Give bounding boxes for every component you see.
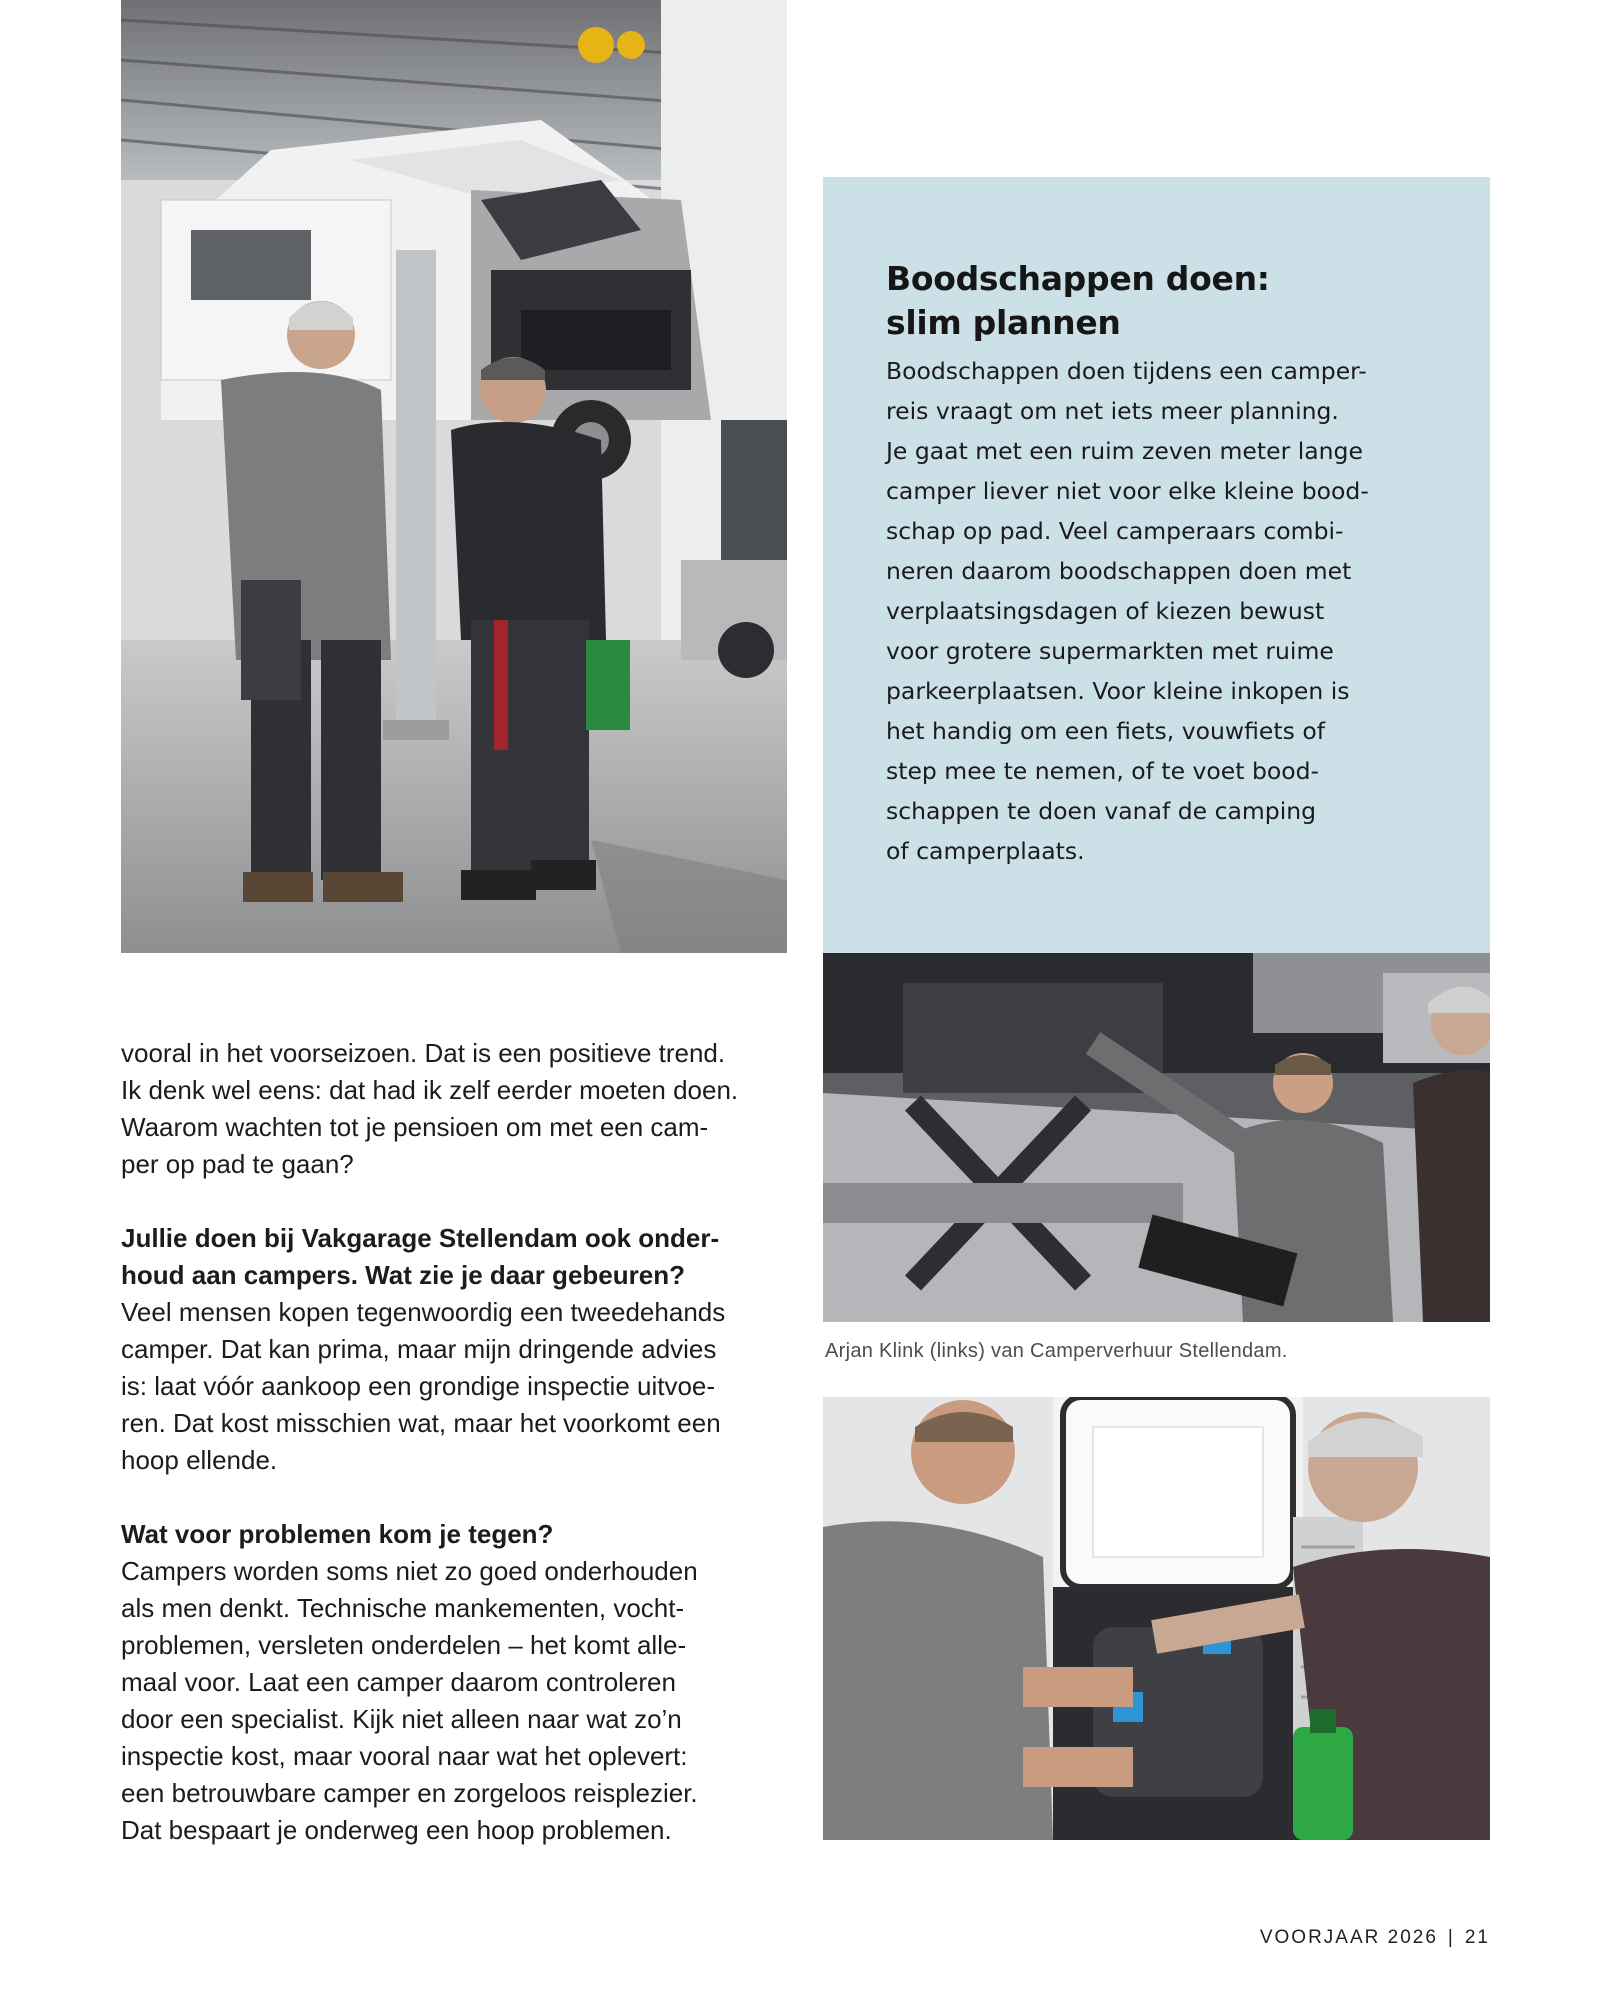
sidebar-line: voor grotere supermarkten met ruime (886, 637, 1334, 665)
text-line: Waarom wachten tot je pensioen om met een cam- (121, 1112, 709, 1142)
page-number: 21 (1464, 1927, 1490, 1948)
text-line: inspectie kost, maar vooral naar wat het oplevert: (121, 1741, 688, 1771)
text-line: vooral in het voorseizoen. Dat is een positieve trend. (121, 1038, 726, 1068)
photo-caption: Arjan Klink (links) van Camperverhuur Stellendam. (825, 1340, 1288, 1362)
text-line: Dat bespaart je onderweg een hoop problemen. (121, 1815, 672, 1845)
sidebar-title-line-2: slim plannen (886, 303, 1121, 342)
text-line: door een specialist. Kijk niet alleen naar wat zo’n (121, 1704, 682, 1734)
paragraph-intro (121, 1035, 801, 1183)
text-line: hoop ellende. (121, 1445, 278, 1475)
sidebar-line: verplaatsingsdagen of kiezen bewust (886, 597, 1325, 625)
sidebar-line: het handig om een fiets, vouwfiets of (886, 717, 1325, 745)
footer-separator: | (1447, 1927, 1455, 1948)
photo-underside-inspection (823, 953, 1490, 1322)
sidebar-line: parkeerplaatsen. Voor kleine inkopen is (886, 677, 1350, 705)
sidebar-line: step mee te nemen, of te voet bood- (886, 757, 1320, 785)
text-line: ren. Dat kost misschien wat, maar het voorkomt een (121, 1408, 721, 1438)
sidebar-title-line-1: Boodschappen doen: (886, 259, 1270, 298)
text-line: maal voor. Laat een camper daarom controleren (121, 1667, 676, 1697)
photo-camper-on-lift (121, 0, 787, 953)
text-line: Veel mensen kopen tegenwoordig een tweedehands (121, 1297, 726, 1327)
question-line: houd aan campers. Wat zie je daar gebeuren? (121, 1260, 685, 1290)
article-body (121, 1035, 801, 1886)
text-line: is: laat vóór aankoop een grondige inspectie uitvoe- (121, 1371, 716, 1401)
question-line: Wat voor problemen kom je tegen? (121, 1519, 554, 1549)
sidebar-line: neren daarom boodschappen doen met (886, 557, 1352, 585)
text-line: camper. Dat kan prima, maar mijn dringende advies (121, 1334, 717, 1364)
sidebar-body (886, 351, 1434, 871)
text-line: Campers worden soms niet zo goed onderhouden (121, 1556, 698, 1586)
sidebar-line: schappen te doen vanaf de camping (886, 797, 1317, 825)
text-line: als men denkt. Technische mankementen, vocht- (121, 1593, 685, 1623)
question-line: Jullie doen bij Vakgarage Stellendam ook onder- (121, 1223, 720, 1253)
sidebar-line: Boodschappen doen tijdens een camper- (886, 357, 1367, 385)
issue-label: VOORJAAR 2026 (1259, 1927, 1438, 1948)
paragraph-problems (121, 1516, 801, 1849)
sidebar-title (886, 257, 1434, 345)
text-line: een betrouwbare camper en zorgeloos reisplezier. (121, 1778, 698, 1808)
text-line: Ik denk wel eens: dat had ik zelf eerder moeten doen. (121, 1075, 739, 1105)
sidebar-line: reis vraagt om net iets meer planning. (886, 397, 1339, 425)
sidebar-line: of camperplaats. (886, 837, 1085, 865)
sidebar-line: schap op pad. Veel camperaars combi- (886, 517, 1344, 545)
paragraph-maintenance (121, 1220, 801, 1479)
page-footer (1260, 1927, 1490, 1949)
text-line: per op pad te gaan? (121, 1149, 354, 1179)
sidebar-box (823, 177, 1490, 953)
photo-toilet-cassette (823, 1397, 1490, 1840)
text-line: problemen, versleten onderdelen – het komt alle- (121, 1630, 687, 1660)
sidebar-line: camper liever niet voor elke kleine bood- (886, 477, 1369, 505)
sidebar-line: Je gaat met een ruim zeven meter lange (886, 437, 1363, 465)
